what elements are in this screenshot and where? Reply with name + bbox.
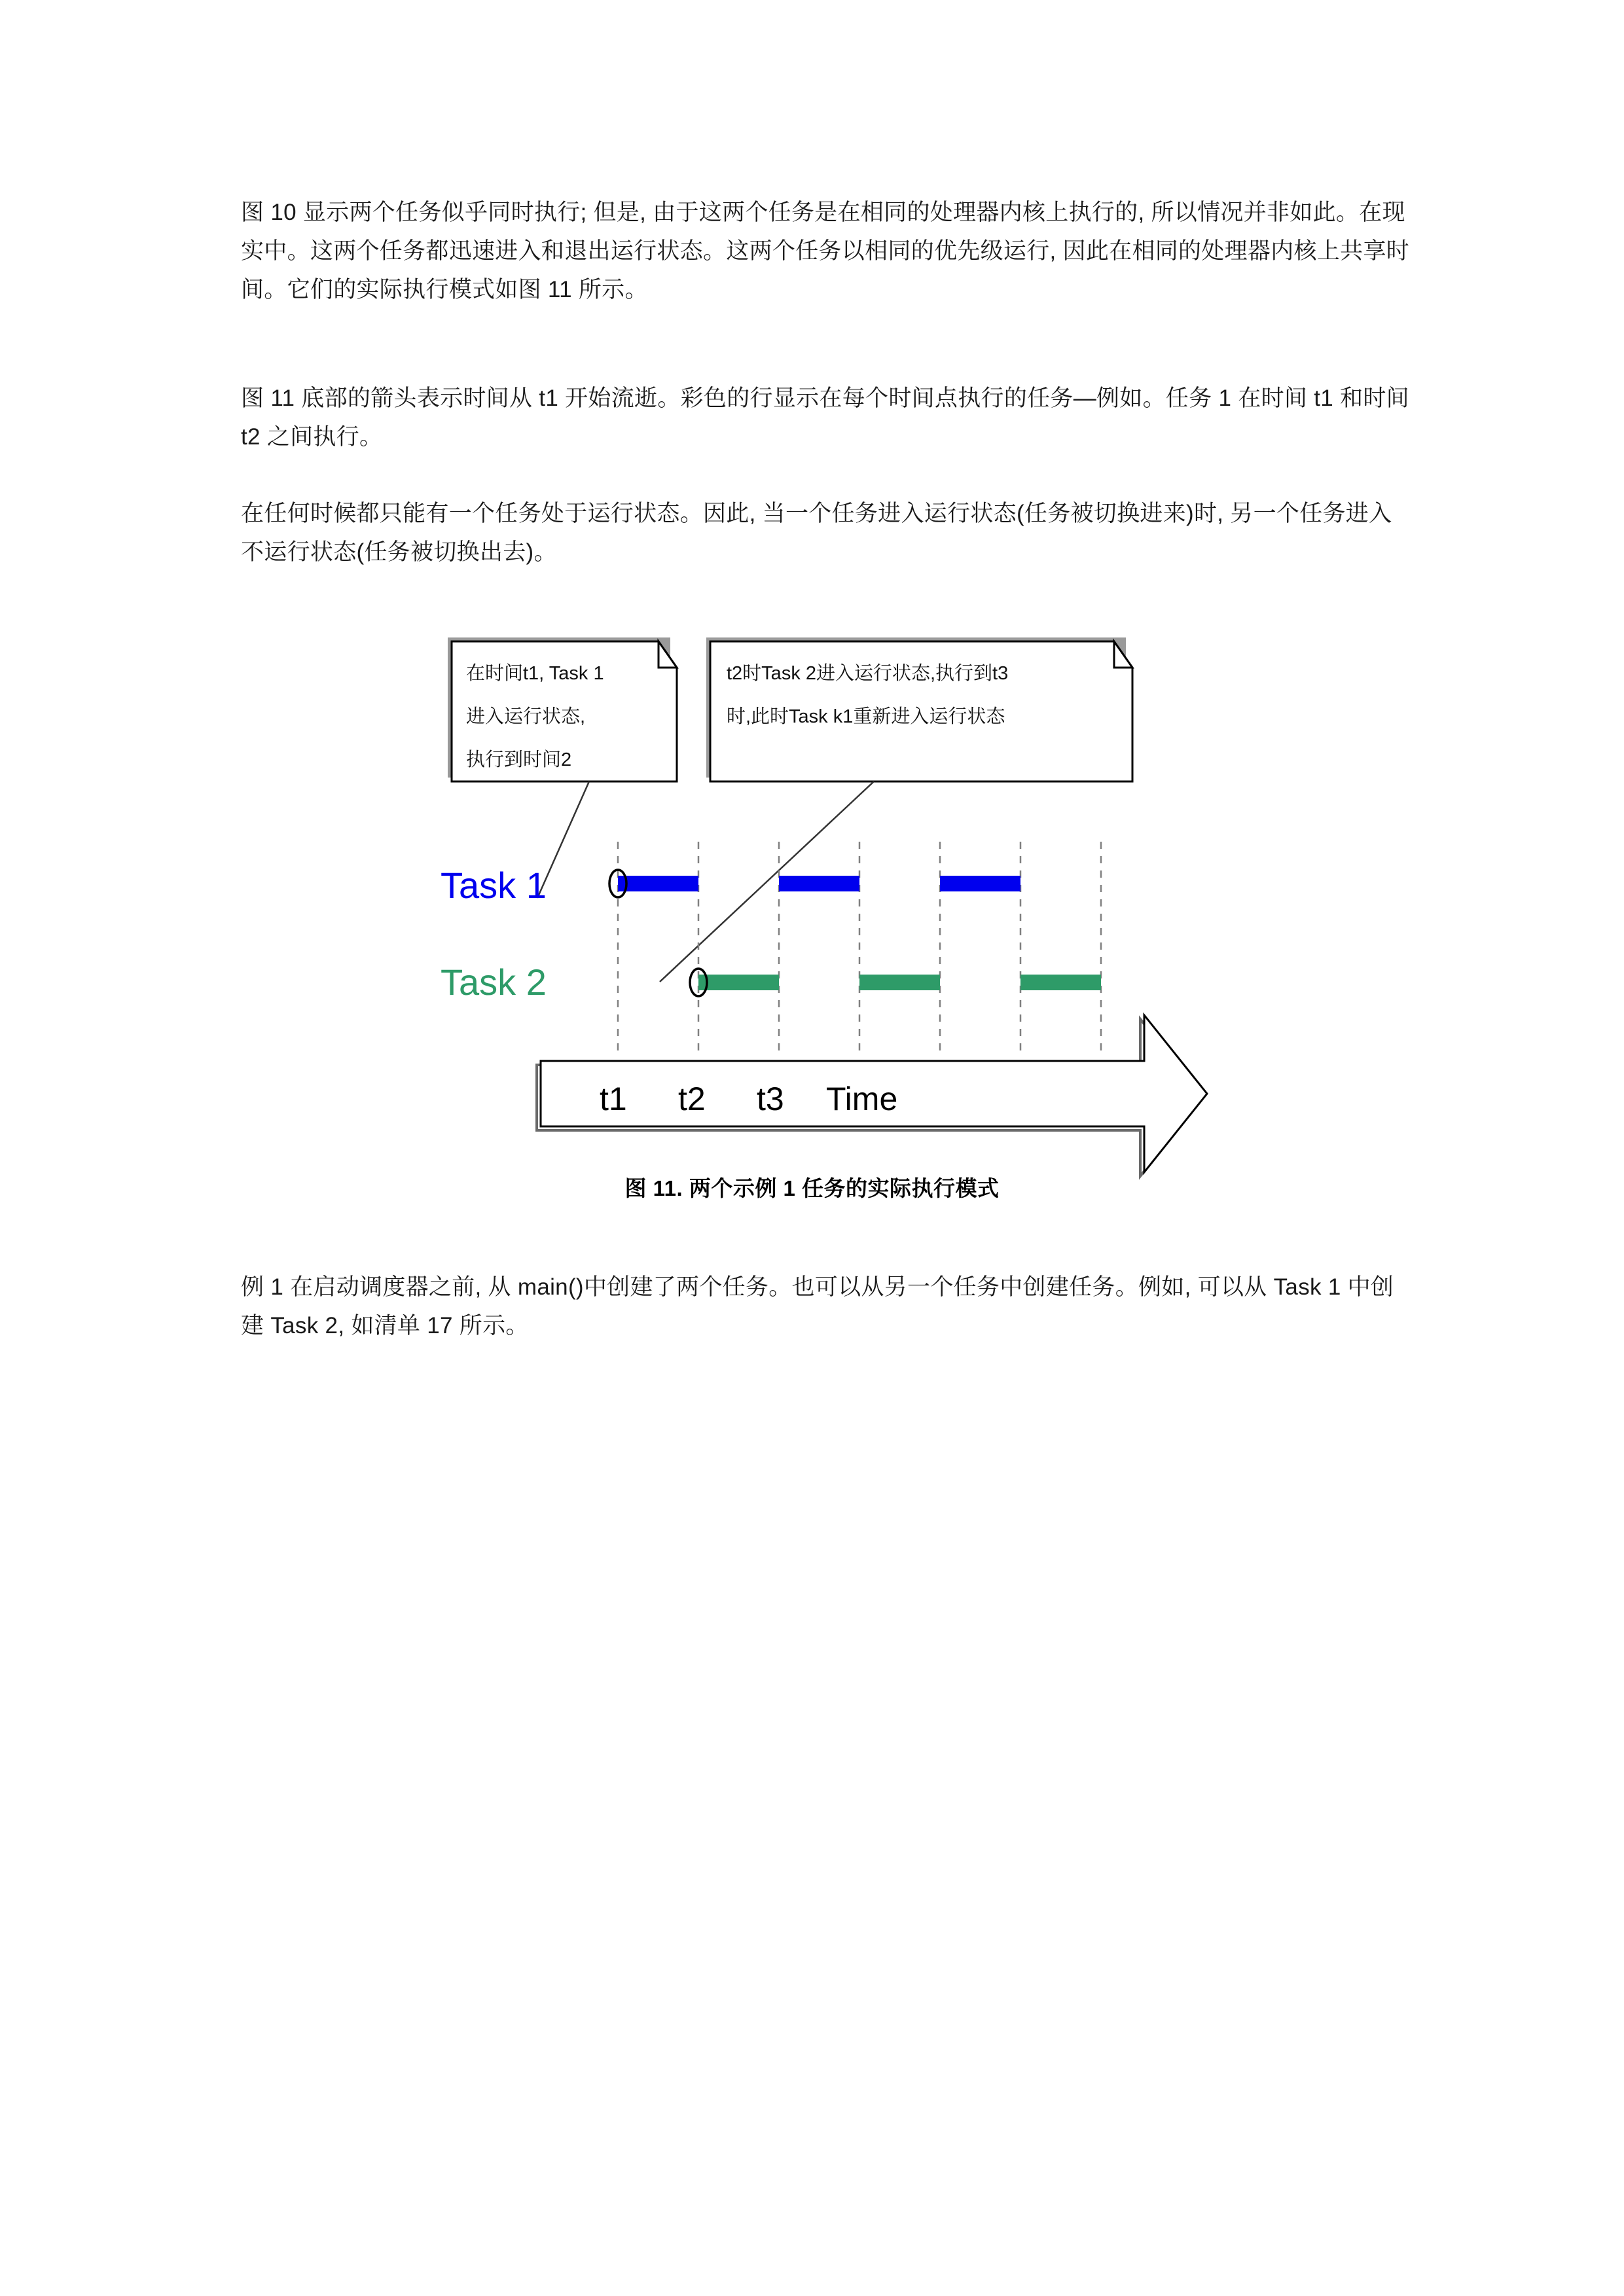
callout-task2-line-2: 时,此时Task k1重新进入运行状态 — [727, 706, 1005, 727]
row-label-task1: Task 1 — [441, 865, 547, 906]
task2-bar-segment-2 — [859, 975, 940, 990]
task1-bars — [618, 876, 1020, 891]
callout-task1-line-2: 进入运行状态, — [466, 706, 586, 727]
paragraph-4: 例 1 在启动调度器之前, 从 main()中创建了两个任务。也可以从另一个任务中创建任务。例如, 可以从 Task 1 中创建 Task 2, 如清单 17 所示。 — [241, 1274, 1394, 1338]
task1-bar-segment-2 — [779, 876, 859, 891]
figure-caption: 图 11. 两个示例 1 任务的实际执行模式 — [624, 1176, 1000, 1200]
task2-bars — [698, 975, 1101, 990]
callout-task2 — [706, 637, 1132, 781]
tick-label-t2: t2 — [678, 1081, 706, 1117]
callout-task1 — [448, 637, 677, 781]
callout-task1-line-1: 在时间t1, Task 1 — [466, 663, 604, 684]
task2-bar-segment-3 — [1020, 975, 1101, 990]
task1-bar-segment-3 — [940, 876, 1020, 891]
tick-label-t1: t1 — [600, 1081, 627, 1117]
callout-task2-line-1: t2时Task 2进入运行状态,执行到t3 — [727, 663, 1009, 684]
timeline-gridlines — [618, 842, 1101, 1058]
paragraph-3: 在任何时候都只能有一个任务处于运行状态。因此, 当一个任务进入运行状态(任务被切换进来)时, 另一个任务进入不运行状态(任务被切换出去)。 — [241, 501, 1392, 565]
task1-bar-segment-1 — [618, 876, 698, 891]
task2-bar-segment-1 — [698, 975, 779, 990]
figure-11 — [0, 628, 1624, 1230]
time-axis-arrow — [537, 1015, 1207, 1176]
task-execution-timeline-diagram — [0, 628, 1624, 1230]
paragraph-2: 图 11 底部的箭头表示时间从 t1 开始流逝。彩色的行显示在每个时间点执行的任务—例如。任务 1 在时间 t1 和时间 t2 之间执行。 — [241, 386, 1409, 450]
row-label-task2: Task 2 — [441, 961, 547, 1003]
paragraph-1: 图 10 显示两个任务似乎同时执行; 但是, 由于这两个任务是在相同的处理器内核上执行的, 所以情况并非如此。在现实中。这两个任务都迅速进入和退出运行状态。这两个任务以相同的优先级运行, 因此在相同的处理器内核上共享时间。它们的实际执行模式如图 11 所示。 — [241, 200, 1410, 302]
axis-label-time: Time — [826, 1081, 898, 1117]
callout-task1-line-3: 执行到时间2 — [466, 749, 572, 770]
tick-label-t3: t3 — [757, 1081, 784, 1117]
